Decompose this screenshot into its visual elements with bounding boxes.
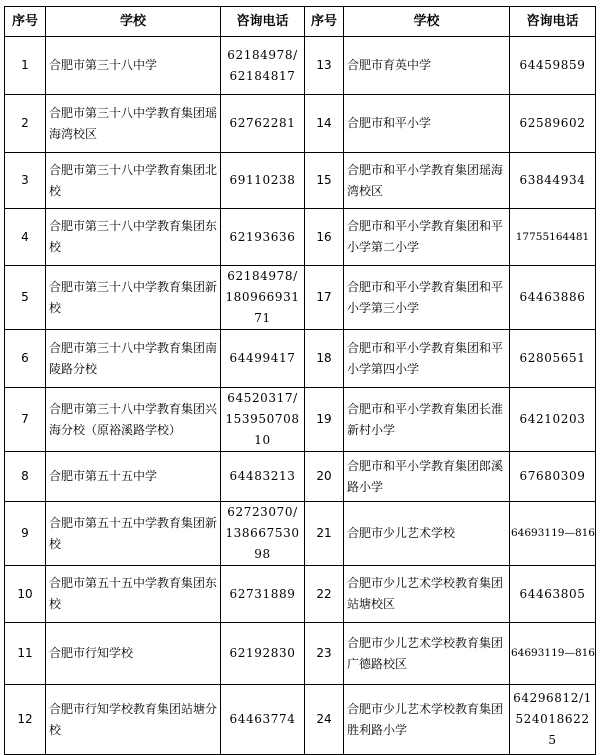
phone-number: 64210203 bbox=[510, 388, 596, 452]
school-name: 合肥市少儿艺术学校教育集团广德路校区 bbox=[344, 623, 510, 685]
school-name: 合肥市第三十八中学教育集团新校 bbox=[46, 266, 221, 330]
row-index: 1 bbox=[5, 37, 46, 95]
row-index: 11 bbox=[5, 623, 46, 685]
row-index: 6 bbox=[5, 330, 46, 388]
phone-number: 64693119—816 bbox=[510, 623, 596, 685]
row-index: 9 bbox=[5, 502, 46, 566]
row-index: 18 bbox=[305, 330, 344, 388]
header-school: 学校 bbox=[46, 7, 221, 37]
phone-number: 67680309 bbox=[510, 452, 596, 502]
school-name: 合肥市第三十八中学教育集团南陵路分校 bbox=[46, 330, 221, 388]
row-index: 5 bbox=[5, 266, 46, 330]
phone-number: 62192830 bbox=[221, 623, 305, 685]
school-name: 合肥市行知学校 bbox=[46, 623, 221, 685]
table-row bbox=[5, 452, 596, 502]
row-index: 20 bbox=[305, 452, 344, 502]
table-row bbox=[5, 37, 596, 95]
table-row bbox=[5, 502, 596, 566]
phone-number: 62184978/62184817 bbox=[221, 37, 305, 95]
header-school: 学校 bbox=[344, 7, 510, 37]
school-name: 合肥市第五十五中学教育集团东校 bbox=[46, 566, 221, 623]
phone-number: 62723070/13866753098 bbox=[221, 502, 305, 566]
school-name: 合肥市第五十五中学教育集团新校 bbox=[46, 502, 221, 566]
row-index: 23 bbox=[305, 623, 344, 685]
school-name: 合肥市第三十八中学教育集团兴海分校（原裕溪路学校） bbox=[46, 388, 221, 452]
table-row bbox=[5, 153, 596, 209]
phone-number: 64296812/15240186225 bbox=[510, 685, 596, 755]
row-index: 15 bbox=[305, 153, 344, 209]
phone-number: 64499417 bbox=[221, 330, 305, 388]
school-name: 合肥市育英中学 bbox=[344, 37, 510, 95]
row-index: 16 bbox=[305, 209, 344, 266]
table-row bbox=[5, 623, 596, 685]
phone-number: 64693119—816 bbox=[510, 502, 596, 566]
row-index: 21 bbox=[305, 502, 344, 566]
row-index: 4 bbox=[5, 209, 46, 266]
header-row bbox=[5, 7, 596, 37]
school-name: 合肥市和平小学教育集团郎溪路小学 bbox=[344, 452, 510, 502]
phone-number: 64520317/15395070810 bbox=[221, 388, 305, 452]
school-name: 合肥市第五十五中学 bbox=[46, 452, 221, 502]
row-index: 22 bbox=[305, 566, 344, 623]
phone-number: 62193636 bbox=[221, 209, 305, 266]
school-name: 合肥市第三十八中学教育集团东校 bbox=[46, 209, 221, 266]
phone-number: 62805651 bbox=[510, 330, 596, 388]
row-index: 12 bbox=[5, 685, 46, 755]
table-row bbox=[5, 266, 596, 330]
row-index: 24 bbox=[305, 685, 344, 755]
school-name: 合肥市和平小学教育集团长淮新村小学 bbox=[344, 388, 510, 452]
row-index: 3 bbox=[5, 153, 46, 209]
row-index: 2 bbox=[5, 95, 46, 153]
header-phone: 咨询电话 bbox=[510, 7, 596, 37]
table-row bbox=[5, 330, 596, 388]
row-index: 7 bbox=[5, 388, 46, 452]
phone-number: 64463886 bbox=[510, 266, 596, 330]
header-index: 序号 bbox=[305, 7, 344, 37]
phone-number: 62184978/18096693171 bbox=[221, 266, 305, 330]
school-name: 合肥市第三十八中学 bbox=[46, 37, 221, 95]
row-index: 19 bbox=[305, 388, 344, 452]
phone-number: 64463774 bbox=[221, 685, 305, 755]
school-name: 合肥市和平小学教育集团和平小学第二小学 bbox=[344, 209, 510, 266]
phone-number: 64463805 bbox=[510, 566, 596, 623]
school-name: 合肥市和平小学 bbox=[344, 95, 510, 153]
phone-number: 64483213 bbox=[221, 452, 305, 502]
phone-number: 62731889 bbox=[221, 566, 305, 623]
school-name: 合肥市第三十八中学教育集团北校 bbox=[46, 153, 221, 209]
phone-number: 64459859 bbox=[510, 37, 596, 95]
phone-number: 62589602 bbox=[510, 95, 596, 153]
row-index: 14 bbox=[305, 95, 344, 153]
school-name: 合肥市和平小学教育集团和平小学第四小学 bbox=[344, 330, 510, 388]
phone-number: 17755164481 bbox=[510, 209, 596, 266]
row-index: 17 bbox=[305, 266, 344, 330]
phone-number: 62762281 bbox=[221, 95, 305, 153]
header-index: 序号 bbox=[5, 7, 46, 37]
phone-number: 69110238 bbox=[221, 153, 305, 209]
row-index: 8 bbox=[5, 452, 46, 502]
school-name: 合肥市少儿艺术学校教育集团站塘校区 bbox=[344, 566, 510, 623]
school-name: 合肥市和平小学教育集团瑶海湾校区 bbox=[344, 153, 510, 209]
table-row bbox=[5, 566, 596, 623]
table-row bbox=[5, 95, 596, 153]
school-name: 合肥市和平小学教育集团和平小学第三小学 bbox=[344, 266, 510, 330]
school-name: 合肥市第三十八中学教育集团瑶海湾校区 bbox=[46, 95, 221, 153]
row-index: 10 bbox=[5, 566, 46, 623]
table-row bbox=[5, 388, 596, 452]
school-name: 合肥市少儿艺术学校教育集团胜利路小学 bbox=[344, 685, 510, 755]
table-row bbox=[5, 685, 596, 755]
school-name: 合肥市少儿艺术学校 bbox=[344, 502, 510, 566]
phone-number: 63844934 bbox=[510, 153, 596, 209]
header-phone: 咨询电话 bbox=[221, 7, 305, 37]
row-index: 13 bbox=[305, 37, 344, 95]
school-contact-table bbox=[4, 6, 596, 755]
table-row bbox=[5, 209, 596, 266]
school-name: 合肥市行知学校教育集团站塘分校 bbox=[46, 685, 221, 755]
